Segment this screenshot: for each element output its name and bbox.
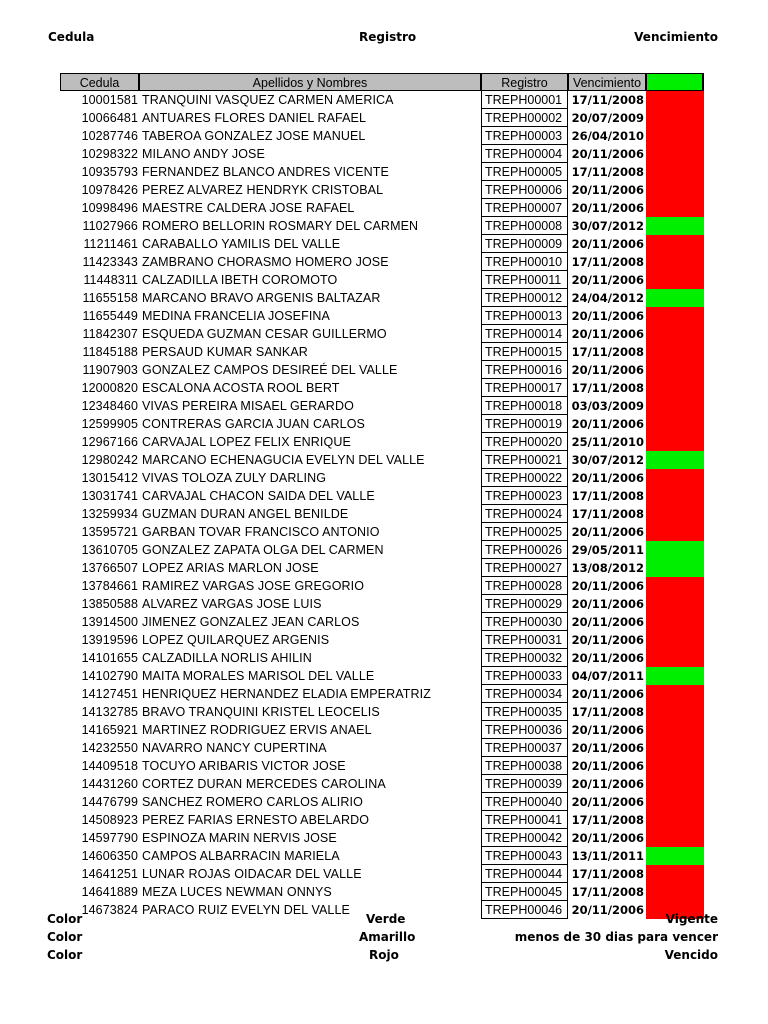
- registro-cell: TREPH00018: [481, 397, 568, 415]
- nombre-cell: TABEROA GONZALEZ JOSE MANUEL: [142, 129, 366, 143]
- legend-label-3: Color: [47, 948, 83, 962]
- registro-cell: TREPH00042: [481, 829, 568, 847]
- registro-cell: TREPH00020: [481, 433, 568, 451]
- vencimiento-cell: 26/04/2010: [571, 129, 644, 143]
- vencimiento-cell: 20/11/2006: [571, 741, 644, 755]
- status-swatch: [646, 307, 704, 325]
- status-swatch: [646, 127, 704, 145]
- registro-cell: TREPH00028: [481, 577, 568, 595]
- nombre-cell: MEZA LUCES NEWMAN ONNYS: [142, 885, 332, 899]
- legend-label-2: Color: [47, 930, 83, 944]
- cedula-cell: 13914500: [81, 615, 138, 629]
- nombre-cell: CARVAJAL LOPEZ FELIX ENRIQUE: [142, 435, 351, 449]
- registro-cell: TREPH00023: [481, 487, 568, 505]
- nombre-cell: LUNAR ROJAS OIDACAR DEL VALLE: [142, 867, 362, 881]
- registro-cell: TREPH00037: [481, 739, 568, 757]
- header-registro: Registro: [359, 30, 417, 44]
- registro-cell: TREPH00013: [481, 307, 568, 325]
- vencimiento-cell: 17/11/2008: [571, 165, 644, 179]
- nombre-cell: GUZMAN DURAN ANGEL BENILDE: [142, 507, 349, 521]
- column-header-status-swatch: [646, 73, 704, 91]
- cedula-cell: 14597790: [81, 831, 138, 845]
- nombre-cell: GARBAN TOVAR FRANCISCO ANTONIO: [142, 525, 380, 539]
- status-swatch: [646, 487, 704, 505]
- nombre-cell: MAITA MORALES MARISOL DEL VALLE: [142, 669, 375, 683]
- legend-color-3: Rojo: [369, 948, 399, 962]
- vencimiento-cell: 17/11/2008: [571, 381, 644, 395]
- cedula-cell: 10978426: [81, 183, 138, 197]
- status-swatch: [646, 703, 704, 721]
- cedula-cell: 14132785: [81, 705, 138, 719]
- nombre-cell: ZAMBRANO CHORASMO HOMERO JOSE: [142, 255, 389, 269]
- cedula-cell: 11655158: [82, 291, 138, 305]
- registro-cell: TREPH00035: [481, 703, 568, 721]
- vencimiento-cell: 17/11/2008: [571, 489, 644, 503]
- cedula-cell: 14673824: [81, 903, 138, 917]
- registro-cell: TREPH00041: [481, 811, 568, 829]
- registro-cell: TREPH00038: [481, 757, 568, 775]
- nombre-cell: MILANO ANDY JOSE: [142, 147, 265, 161]
- nombre-cell: SANCHEZ ROMERO CARLOS ALIRIO: [142, 795, 363, 809]
- nombre-cell: PEREZ ALVAREZ HENDRYK CRISTOBAL: [142, 183, 384, 197]
- cedula-cell: 13610705: [81, 543, 138, 557]
- vencimiento-cell: 17/11/2008: [571, 867, 644, 881]
- registro-cell: TREPH00039: [481, 775, 568, 793]
- nombre-cell: GONZALEZ ZAPATA OLGA DEL CARMEN: [142, 543, 384, 557]
- nombre-cell: TRANQUINI VASQUEZ CARMEN AMERICA: [142, 93, 394, 107]
- vencimiento-cell: 20/11/2006: [571, 795, 644, 809]
- cedula-cell: 14431260: [81, 777, 138, 791]
- vencimiento-cell: 20/11/2006: [571, 147, 644, 161]
- status-swatch: [646, 343, 704, 361]
- cedula-cell: 13259934: [81, 507, 138, 521]
- nombre-cell: MARTINEZ RODRIGUEZ ERVIS ANAEL: [142, 723, 372, 737]
- nombre-cell: CALZADILLA IBETH COROMOTO: [142, 273, 338, 287]
- vencimiento-cell: 20/11/2006: [571, 723, 644, 737]
- registro-cell: TREPH00017: [481, 379, 568, 397]
- cedula-cell: 11211461: [83, 237, 138, 251]
- cedula-cell: 14165921: [81, 723, 138, 737]
- status-swatch: [646, 847, 704, 865]
- vencimiento-cell: 20/11/2006: [571, 201, 644, 215]
- status-swatch: [646, 541, 704, 559]
- column-header-registro: Registro: [481, 73, 568, 91]
- vencimiento-cell: 20/11/2006: [571, 525, 644, 539]
- nombre-cell: TOCUYO ARIBARIS VICTOR JOSE: [142, 759, 346, 773]
- nombre-cell: LOPEZ ARIAS MARLON JOSE: [142, 561, 319, 575]
- status-swatch: [646, 91, 704, 109]
- nombre-cell: CARVAJAL CHACON SAIDA DEL VALLE: [142, 489, 375, 503]
- status-swatch: [646, 253, 704, 271]
- vencimiento-cell: 30/07/2012: [571, 219, 644, 233]
- vencimiento-cell: 17/11/2008: [571, 705, 644, 719]
- status-swatch: [646, 397, 704, 415]
- vencimiento-cell: 20/11/2006: [571, 903, 644, 917]
- legend-color-2: Amarillo: [359, 930, 416, 944]
- registro-cell: TREPH00008: [481, 217, 568, 235]
- status-swatch: [646, 631, 704, 649]
- nombre-cell: MARCANO ECHENAGUCIA EVELYN DEL VALLE: [142, 453, 425, 467]
- registro-cell: TREPH00040: [481, 793, 568, 811]
- status-swatch: [646, 361, 704, 379]
- registro-cell: TREPH00012: [481, 289, 568, 307]
- status-swatch: [646, 811, 704, 829]
- vencimiento-cell: 17/11/2008: [571, 345, 644, 359]
- nombre-cell: HENRIQUEZ HERNANDEZ ELADIA EMPERATRIZ: [142, 687, 431, 701]
- registro-cell: TREPH00026: [481, 541, 568, 559]
- vencimiento-cell: 20/11/2006: [571, 471, 644, 485]
- nombre-cell: ALVAREZ VARGAS JOSE LUIS: [142, 597, 322, 611]
- cedula-cell: 14101655: [81, 651, 138, 665]
- nombre-cell: CAMPOS ALBARRACIN MARIELA: [142, 849, 340, 863]
- nombre-cell: PERSAUD KUMAR SANKAR: [142, 345, 308, 359]
- status-swatch: [646, 883, 704, 901]
- status-swatch: [646, 451, 704, 469]
- status-swatch: [646, 415, 704, 433]
- column-header-vencimiento: Vencimiento: [568, 73, 646, 91]
- cedula-cell: 10298322: [81, 147, 138, 161]
- cedula-cell: 11842307: [82, 327, 138, 341]
- status-swatch: [646, 559, 704, 577]
- vencimiento-cell: 20/11/2006: [571, 831, 644, 845]
- registro-cell: TREPH00044: [481, 865, 568, 883]
- registro-cell: TREPH00007: [481, 199, 568, 217]
- cedula-cell: 14232550: [81, 741, 138, 755]
- vencimiento-cell: 20/11/2006: [571, 615, 644, 629]
- vencimiento-cell: 20/11/2006: [571, 777, 644, 791]
- cedula-cell: 10066481: [81, 111, 138, 125]
- registro-cell: TREPH00015: [481, 343, 568, 361]
- cedula-cell: 14641889: [81, 885, 138, 899]
- vencimiento-cell: 20/11/2006: [571, 687, 644, 701]
- cedula-cell: 13015412: [81, 471, 138, 485]
- vencimiento-cell: 20/11/2006: [571, 183, 644, 197]
- cedula-cell: 12980242: [81, 453, 138, 467]
- vencimiento-cell: 04/07/2011: [571, 669, 644, 683]
- registro-cell: TREPH00045: [481, 883, 568, 901]
- header-vencimiento: Vencimiento: [634, 30, 718, 44]
- status-swatch: [646, 577, 704, 595]
- status-swatch: [646, 739, 704, 757]
- status-swatch: [646, 379, 704, 397]
- status-swatch: [646, 649, 704, 667]
- registro-cell: TREPH00006: [481, 181, 568, 199]
- vencimiento-cell: 20/11/2006: [571, 417, 644, 431]
- nombre-cell: CONTRERAS GARCIA JUAN CARLOS: [142, 417, 365, 431]
- status-swatch: [646, 289, 704, 307]
- cedula-cell: 13784661: [81, 579, 138, 593]
- status-swatch: [646, 775, 704, 793]
- status-swatch: [646, 865, 704, 883]
- nombre-cell: MARCANO BRAVO ARGENIS BALTAZAR: [142, 291, 381, 305]
- nombre-cell: VIVAS TOLOZA ZULY DARLING: [142, 471, 327, 485]
- vencimiento-cell: 20/11/2006: [571, 273, 644, 287]
- vencimiento-cell: 29/05/2011: [571, 543, 644, 557]
- cedula-cell: 14508923: [81, 813, 138, 827]
- cedula-cell: 13919596: [81, 633, 138, 647]
- nombre-cell: ROMERO BELLORIN ROSMARY DEL CARMEN: [142, 219, 419, 233]
- column-header-cedula: Cedula: [60, 73, 139, 91]
- vencimiento-cell: 13/11/2011: [571, 849, 644, 863]
- cedula-cell: 10001581: [81, 93, 138, 107]
- vencimiento-cell: 20/11/2006: [571, 597, 644, 611]
- nombre-cell: MEDINA FRANCELIA JOSEFINA: [142, 309, 330, 323]
- nombre-cell: ANTUARES FLORES DANIEL RAFAEL: [142, 111, 367, 125]
- status-swatch: [646, 613, 704, 631]
- legend-meaning-1: Vigente: [665, 912, 718, 926]
- nombre-cell: CALZADILLA NORLIS AHILIN: [142, 651, 312, 665]
- status-swatch: [646, 469, 704, 487]
- registro-cell: TREPH00014: [481, 325, 568, 343]
- cedula-cell: 10998496: [81, 201, 138, 215]
- cedula-cell: 10287746: [81, 129, 138, 143]
- status-swatch: [646, 757, 704, 775]
- vencimiento-cell: 24/04/2012: [571, 291, 644, 305]
- cedula-cell: 12348460: [81, 399, 138, 413]
- registro-cell: TREPH00019: [481, 415, 568, 433]
- registro-cell: TREPH00032: [481, 649, 568, 667]
- column-header-nombres: Apellidos y Nombres: [139, 73, 481, 91]
- cedula-cell: 10935793: [81, 165, 138, 179]
- vencimiento-cell: 20/11/2006: [571, 237, 644, 251]
- vencimiento-cell: 20/11/2006: [571, 633, 644, 647]
- status-swatch: [646, 433, 704, 451]
- status-swatch: [646, 199, 704, 217]
- cedula-cell: 11845188: [82, 345, 138, 359]
- status-swatch: [646, 829, 704, 847]
- nombre-cell: JIMENEZ GONZALEZ JEAN CARLOS: [142, 615, 360, 629]
- nombre-cell: PARACO RUIZ EVELYN DEL VALLE: [142, 903, 350, 917]
- status-swatch: [646, 181, 704, 199]
- vencimiento-cell: 20/07/2009: [571, 111, 644, 125]
- vencimiento-cell: 20/11/2006: [571, 363, 644, 377]
- status-swatch: [646, 523, 704, 541]
- status-swatch: [646, 667, 704, 685]
- registro-cell: TREPH00016: [481, 361, 568, 379]
- registro-cell: TREPH00033: [481, 667, 568, 685]
- registro-cell: TREPH00010: [481, 253, 568, 271]
- cedula-cell: 11655449: [82, 309, 138, 323]
- nombre-cell: ESCALONA ACOSTA ROOL BERT: [142, 381, 340, 395]
- status-swatch: [646, 109, 704, 127]
- nombre-cell: NAVARRO NANCY CUPERTINA: [142, 741, 327, 755]
- cedula-cell: 12967166: [81, 435, 138, 449]
- vencimiento-cell: 25/11/2010: [571, 435, 644, 449]
- status-swatch: [646, 163, 704, 181]
- vencimiento-cell: 30/07/2012: [571, 453, 644, 467]
- cedula-cell: 11027966: [82, 219, 138, 233]
- vencimiento-cell: 17/11/2008: [571, 255, 644, 269]
- vencimiento-cell: 20/11/2006: [571, 327, 644, 341]
- cedula-cell: 13595721: [81, 525, 138, 539]
- nombre-cell: ESPINOZA MARIN NERVIS JOSE: [142, 831, 337, 845]
- cedula-cell: 14476799: [81, 795, 138, 809]
- cedula-cell: 14102790: [81, 669, 138, 683]
- vencimiento-cell: 20/11/2006: [571, 759, 644, 773]
- status-swatch: [646, 505, 704, 523]
- vencimiento-cell: 17/11/2008: [571, 507, 644, 521]
- legend-meaning-3: Vencido: [664, 948, 718, 962]
- status-swatch: [646, 271, 704, 289]
- cedula-cell: 13031741: [81, 489, 138, 503]
- registro-cell: TREPH00003: [481, 127, 568, 145]
- vencimiento-cell: 20/11/2006: [571, 579, 644, 593]
- registro-cell: TREPH00025: [481, 523, 568, 541]
- status-swatch: [646, 235, 704, 253]
- registro-cell: TREPH00034: [481, 685, 568, 703]
- registro-cell: TREPH00002: [481, 109, 568, 127]
- vencimiento-cell: 13/08/2012: [571, 561, 644, 575]
- status-swatch: [646, 595, 704, 613]
- registro-cell: TREPH00011: [481, 271, 568, 289]
- legend-label-1: Color: [47, 912, 83, 926]
- registro-cell: TREPH00027: [481, 559, 568, 577]
- status-swatch: [646, 217, 704, 235]
- nombre-cell: FERNANDEZ BLANCO ANDRES VICENTE: [142, 165, 389, 179]
- nombre-cell: VIVAS PEREIRA MISAEL GERARDO: [142, 399, 354, 413]
- status-swatch: [646, 145, 704, 163]
- nombre-cell: ESQUEDA GUZMAN CESAR GUILLERMO: [142, 327, 387, 341]
- registro-cell: TREPH00004: [481, 145, 568, 163]
- cedula-cell: 13850588: [81, 597, 138, 611]
- registro-cell: TREPH00031: [481, 631, 568, 649]
- cedula-cell: 12000820: [81, 381, 138, 395]
- registro-cell: TREPH00036: [481, 721, 568, 739]
- nombre-cell: CORTEZ DURAN MERCEDES CAROLINA: [142, 777, 386, 791]
- legend-meaning-2: menos de 30 dias para vencer: [514, 930, 718, 944]
- cedula-cell: 11448311: [83, 273, 138, 287]
- status-swatch: [646, 685, 704, 703]
- cedula-cell: 14606350: [81, 849, 138, 863]
- nombre-cell: PEREZ FARIAS ERNESTO ABELARDO: [142, 813, 370, 827]
- cedula-cell: 13766507: [81, 561, 138, 575]
- status-swatch: [646, 325, 704, 343]
- vencimiento-cell: 17/11/2008: [571, 93, 644, 107]
- registro-cell: TREPH00021: [481, 451, 568, 469]
- nombre-cell: CARABALLO YAMILIS DEL VALLE: [142, 237, 341, 251]
- registro-cell: TREPH00043: [481, 847, 568, 865]
- vencimiento-cell: 17/11/2008: [571, 885, 644, 899]
- cedula-cell: 14641251: [81, 867, 138, 881]
- cedula-cell: 14409518: [81, 759, 138, 773]
- cedula-cell: 11423343: [82, 255, 138, 269]
- cedula-cell: 11907903: [82, 363, 138, 377]
- legend-color-1: Verde: [366, 912, 406, 926]
- registro-cell: TREPH00001: [481, 91, 568, 109]
- nombre-cell: GONZALEZ CAMPOS DESIREÉ DEL VALLE: [142, 363, 398, 377]
- header-cedula: Cedula: [48, 30, 95, 44]
- vencimiento-cell: 20/11/2006: [571, 651, 644, 665]
- cedula-cell: 12599905: [81, 417, 138, 431]
- registro-cell: TREPH00022: [481, 469, 568, 487]
- registro-cell: TREPH00029: [481, 595, 568, 613]
- vencimiento-cell: 03/03/2009: [571, 399, 644, 413]
- registro-cell: TREPH00046: [481, 901, 568, 919]
- vencimiento-cell: 17/11/2008: [571, 813, 644, 827]
- registro-cell: TREPH00024: [481, 505, 568, 523]
- nombre-cell: LOPEZ QUILARQUEZ ARGENIS: [142, 633, 330, 647]
- status-swatch: [646, 721, 704, 739]
- registro-cell: TREPH00009: [481, 235, 568, 253]
- vencimiento-cell: 20/11/2006: [571, 309, 644, 323]
- registro-cell: TREPH00030: [481, 613, 568, 631]
- status-swatch: [646, 793, 704, 811]
- cedula-cell: 14127451: [81, 687, 138, 701]
- nombre-cell: MAESTRE CALDERA JOSE RAFAEL: [142, 201, 355, 215]
- nombre-cell: BRAVO TRANQUINI KRISTEL LEOCELIS: [142, 705, 380, 719]
- nombre-cell: RAMIREZ VARGAS JOSE GREGORIO: [142, 579, 365, 593]
- registro-cell: TREPH00005: [481, 163, 568, 181]
